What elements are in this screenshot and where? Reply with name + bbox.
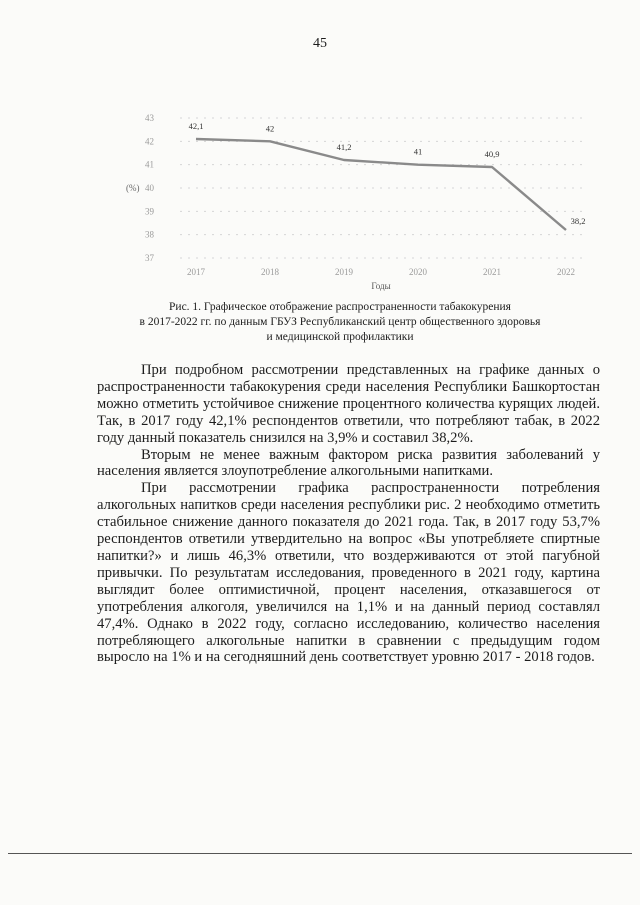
caption-line-1: Рис. 1. Графическое отображение распространенности табакокурения	[169, 301, 511, 313]
caption-line-3: и медицинской профилактики	[266, 331, 414, 343]
paragraph-alcohol-stats: При рассмотрении графика распространенности потребления алкогольных напитков среди населения республики рис. 2 необходимо отметить стабильное снижение данного показателя до 2021 года. Так, в 2017 году 53,7% респондентов ответили утвердительно на вопрос «Вы употребляете спиртные напитки?» и лишь 46,3% ответили, что воздерживаются от этой пагубной привычки. По результатам исследования, проведенного в 2021 году, картина выглядит более оптимистичной, процент населения, отказавшегося от употребления алкоголя, увеличился на 1,1% и на данный период составлял 47,4%. Однако в 2022 году, согласно исследованию, количество населения потребляющего алкогольные напитки в сравнении с предыдущим годом выросло на 1% и на сегодняшний день соответствует уровню 2017 - 2018 годов.	[97, 480, 600, 666]
data-label: 42	[265, 123, 275, 134]
page-number: 45	[313, 36, 327, 51]
paragraph-alcohol-intro: Вторым не менее важным фактором риска развития заболеваний у населения является злоупотребление алкогольными напитками.	[97, 446, 600, 480]
data-label: 41,2	[336, 142, 352, 152]
y-tick-label: 38	[145, 229, 154, 240]
y-tick-label: 41	[145, 159, 154, 170]
x-tick-label: 2019	[335, 267, 353, 277]
data-label: 38,2	[570, 216, 586, 226]
x-tick-label: 2020	[409, 267, 427, 277]
data-label: 41	[413, 146, 423, 157]
series-line	[196, 139, 566, 230]
y-tick-label: 39	[145, 206, 154, 217]
footer-rule	[8, 853, 632, 854]
y-axis-label: (%)	[126, 183, 140, 193]
x-tick-label: 2018	[261, 267, 279, 277]
x-tick-label: 2022	[557, 267, 575, 277]
x-axis-label: Годы	[371, 281, 391, 291]
tobacco-line-chart	[120, 106, 600, 296]
y-tick-label: 42	[145, 136, 154, 147]
data-label: 40,9	[484, 149, 500, 159]
paragraph-tobacco: При подробном рассмотрении представленных на графике данных о распространенности табакокурения среди населения Республики Башкортостан можно отметить устойчивое снижение процентного количества курящих людей. Так, в 2017 году 42,1% респондентов ответили, что потребляют табак, в 2022 году данный показатель снизился на 3,9% и составил 38,2%.	[97, 362, 600, 446]
data-label: 42,1	[188, 121, 204, 131]
x-tick-label: 2017	[187, 267, 205, 277]
y-tick-label: 40	[145, 183, 154, 193]
body-text	[97, 362, 600, 666]
y-tick-label: 37	[145, 253, 154, 263]
chart-svg	[120, 106, 600, 296]
figure-caption	[120, 300, 560, 345]
x-tick-label: 2021	[483, 267, 501, 277]
caption-line-2: в 2017-2022 гг. по данным ГБУЗ Республиканский центр общественного здоровья	[139, 316, 541, 328]
y-tick-label: 43	[145, 113, 154, 123]
